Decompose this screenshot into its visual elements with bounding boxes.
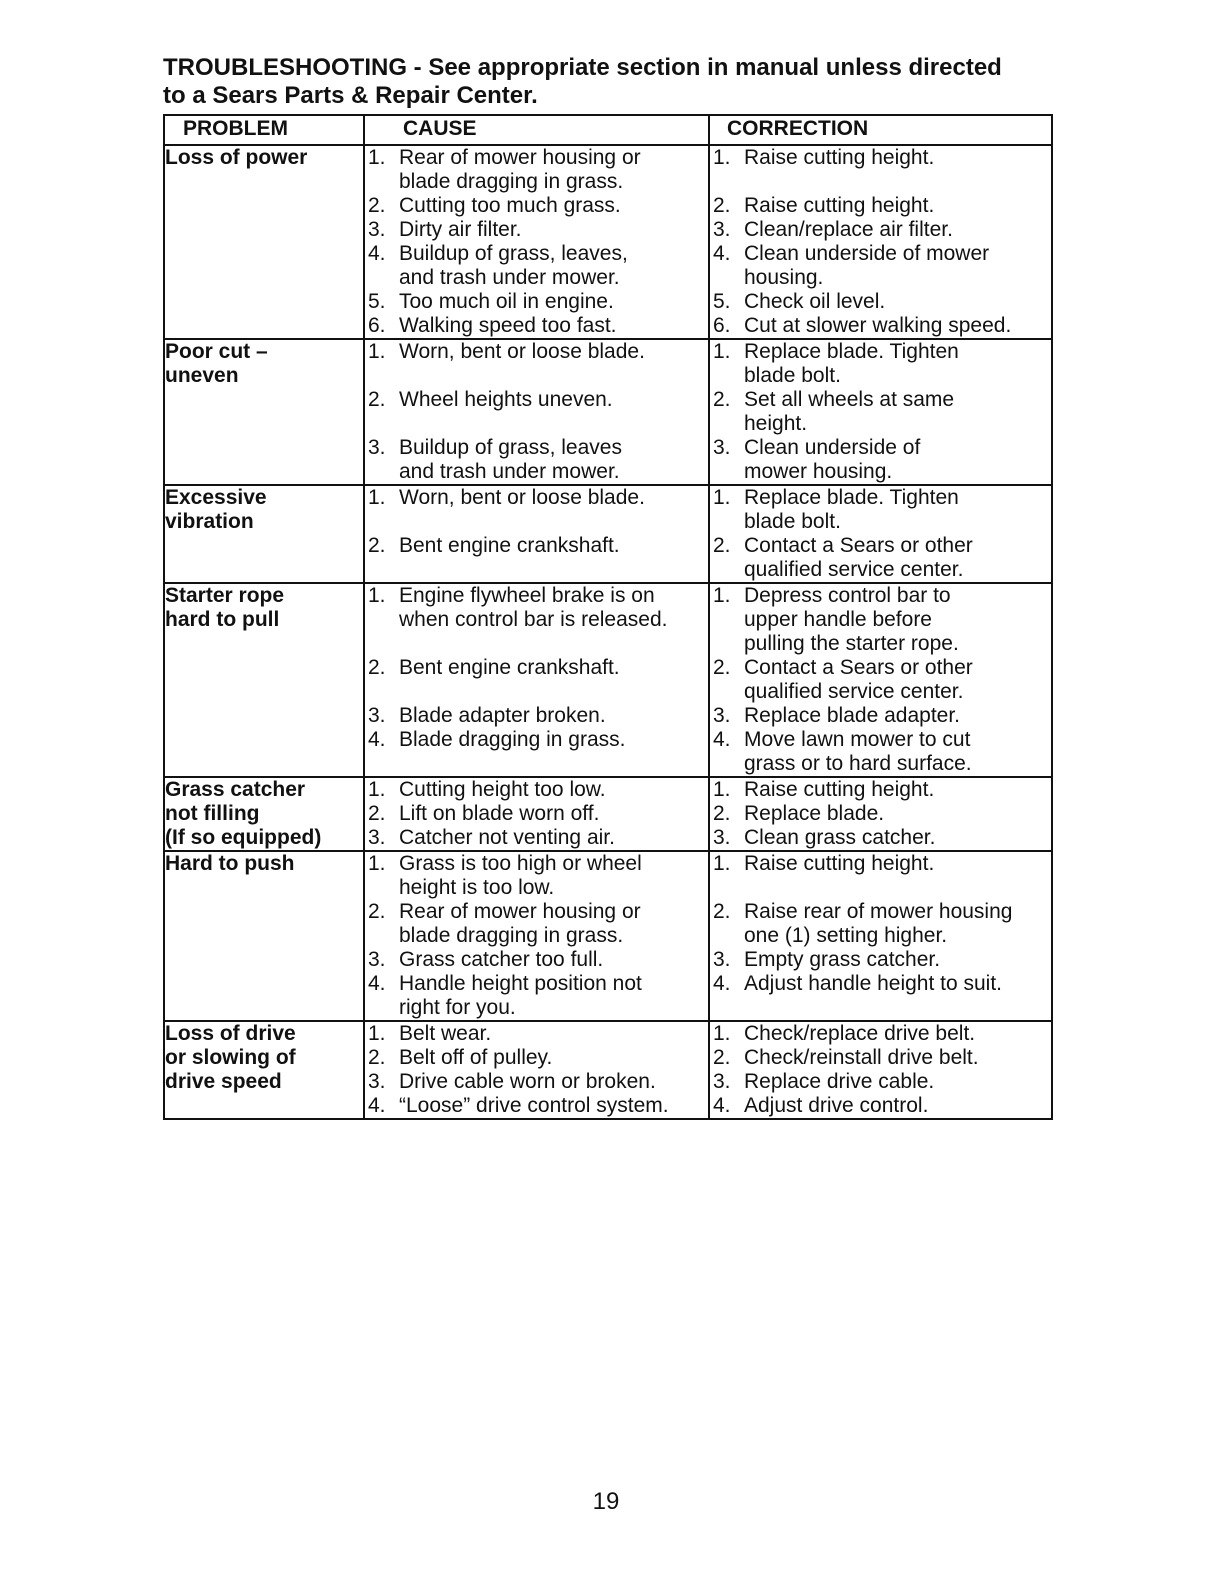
item-text-line: right for you. xyxy=(399,996,516,1019)
page-number: 19 xyxy=(592,1488,620,1515)
item-number: 1. xyxy=(368,1022,386,1045)
item-text xyxy=(744,486,1051,534)
cause-item xyxy=(365,314,708,338)
cause-item xyxy=(365,704,708,728)
cause-item xyxy=(365,388,708,412)
item-text-line: Handle height position not xyxy=(399,972,642,995)
item-text-line: Adjust handle height to suit. xyxy=(744,972,1003,995)
item-number: 3. xyxy=(368,436,386,459)
correction-item xyxy=(710,972,1051,996)
item-text-line: Worn, bent or loose blade. xyxy=(399,486,645,509)
problem-text: Loss of drive xyxy=(165,1022,296,1045)
cause-item xyxy=(365,972,708,1020)
item-number: 3. xyxy=(368,826,386,849)
correction-item xyxy=(710,486,1051,534)
item-text xyxy=(744,146,1051,170)
table-row xyxy=(164,339,1052,485)
item-text-line: Lift on blade worn off. xyxy=(399,802,600,825)
item-text-line: Set all wheels at same xyxy=(744,388,955,411)
item-text-line: Blade adapter broken. xyxy=(399,704,606,727)
cause-cell xyxy=(364,339,709,485)
cause-item xyxy=(365,436,708,484)
correction-item xyxy=(710,1022,1051,1046)
problem-cell xyxy=(164,777,364,851)
column-header-correction: CORRECTION xyxy=(709,115,1052,145)
item-text xyxy=(399,1094,708,1118)
item-text-line: grass or to hard surface. xyxy=(744,752,972,775)
item-text xyxy=(744,1046,1051,1070)
item-text xyxy=(744,534,1051,582)
problem-cell xyxy=(164,485,364,583)
item-number: 5. xyxy=(368,290,386,313)
item-number: 3. xyxy=(713,948,731,971)
cause-item xyxy=(365,1046,708,1070)
item-text-line: Clean underside of mower xyxy=(744,242,990,265)
page-title xyxy=(163,54,1063,110)
correction-item xyxy=(710,146,1051,170)
correction-cell xyxy=(709,485,1052,583)
item-text xyxy=(399,852,708,900)
item-number: 1. xyxy=(713,146,731,169)
item-text xyxy=(399,584,708,632)
problem-text: Starter rope xyxy=(165,584,285,607)
item-text xyxy=(744,388,1051,436)
item-number: 4. xyxy=(713,1094,731,1117)
page-title-line-2: to a Sears Parts & Repair Center. xyxy=(163,82,538,109)
item-text-line: Drive cable worn or broken. xyxy=(399,1070,656,1093)
item-text xyxy=(399,704,708,728)
list-spacer xyxy=(365,510,708,534)
item-text xyxy=(744,1094,1051,1118)
cause-item xyxy=(365,146,708,194)
item-text xyxy=(399,218,708,242)
item-text xyxy=(744,218,1051,242)
cause-item xyxy=(365,778,708,802)
correction-item xyxy=(710,728,1051,776)
problem-text: hard to pull xyxy=(165,608,280,631)
item-text-line: Contact a Sears or other xyxy=(744,534,973,557)
item-number: 1. xyxy=(713,340,731,363)
correction-item xyxy=(710,290,1051,314)
item-number: 2. xyxy=(713,656,731,679)
list-spacer xyxy=(365,412,708,436)
item-number: 3. xyxy=(713,826,731,849)
item-text-line: and trash under mower. xyxy=(399,460,620,483)
cause-item xyxy=(365,584,708,632)
item-number: 5. xyxy=(713,290,731,313)
cause-cell xyxy=(364,583,709,777)
item-text xyxy=(744,242,1051,290)
problem-cell xyxy=(164,145,364,339)
item-text xyxy=(399,948,708,972)
correction-item xyxy=(710,778,1051,802)
item-text-line: blade dragging in grass. xyxy=(399,924,624,947)
item-text xyxy=(744,704,1051,728)
item-text-line: Replace blade. xyxy=(744,802,885,825)
item-number: 4. xyxy=(368,242,386,265)
cause-cell xyxy=(364,1021,709,1119)
item-text xyxy=(744,948,1051,972)
cause-item xyxy=(365,218,708,242)
item-number: 3. xyxy=(713,1070,731,1093)
table-header-row xyxy=(164,115,1052,145)
item-number: 2. xyxy=(368,534,386,557)
item-number: 1. xyxy=(368,852,386,875)
item-number: 1. xyxy=(368,340,386,363)
item-text-line: Replace blade. Tighten xyxy=(744,340,959,363)
problem-text: Grass catcher xyxy=(165,778,306,801)
item-text-line: Raise cutting height. xyxy=(744,778,935,801)
cause-cell xyxy=(364,851,709,1021)
item-text-line: Cutting too much grass. xyxy=(399,194,621,217)
correction-cell xyxy=(709,583,1052,777)
item-text xyxy=(744,436,1051,484)
item-number: 1. xyxy=(713,584,731,607)
item-text-line: Raise cutting height. xyxy=(744,194,935,217)
item-text xyxy=(399,1070,708,1094)
item-number: 2. xyxy=(713,900,731,923)
item-text-line: Replace drive cable. xyxy=(744,1070,935,1093)
item-text-line: Rear of mower housing or xyxy=(399,146,641,169)
item-text-line: qualified service center. xyxy=(744,680,964,703)
table-row xyxy=(164,777,1052,851)
cause-item xyxy=(365,802,708,826)
item-text-line: housing. xyxy=(744,266,824,289)
item-text xyxy=(399,778,708,802)
item-text xyxy=(744,656,1051,704)
item-text-line: Belt off of pulley. xyxy=(399,1046,553,1069)
problem-text: vibration xyxy=(165,510,254,533)
item-text xyxy=(399,826,708,850)
correction-item xyxy=(710,656,1051,704)
item-text xyxy=(744,802,1051,826)
item-text-line: Raise rear of mower housing xyxy=(744,900,1013,923)
problem-text: Excessive xyxy=(165,486,267,509)
list-spacer xyxy=(365,632,708,656)
correction-item xyxy=(710,948,1051,972)
cause-cell xyxy=(364,777,709,851)
cause-item xyxy=(365,900,708,948)
item-text xyxy=(744,584,1051,656)
item-number: 4. xyxy=(368,728,386,751)
item-text-line: blade bolt. xyxy=(744,510,841,533)
correction-item xyxy=(710,1046,1051,1070)
list-spacer xyxy=(710,170,1051,194)
cause-item xyxy=(365,1070,708,1094)
item-text xyxy=(744,900,1051,948)
item-text-line: Raise cutting height. xyxy=(744,852,935,875)
problem-text: or slowing of xyxy=(165,1046,296,1069)
item-text-line: upper handle before xyxy=(744,608,932,631)
item-text-line: Check/replace drive belt. xyxy=(744,1022,976,1045)
problem-cell xyxy=(164,851,364,1021)
problem-text: not filling xyxy=(165,802,260,825)
item-text-line: Catcher not venting air. xyxy=(399,826,615,849)
item-text xyxy=(399,436,708,484)
item-text-line: Clean grass catcher. xyxy=(744,826,936,849)
item-text xyxy=(399,314,708,338)
item-text-line: Too much oil in engine. xyxy=(399,290,614,313)
item-text-line: Walking speed too fast. xyxy=(399,314,617,337)
item-number: 3. xyxy=(368,218,386,241)
item-text-line: Grass catcher too full. xyxy=(399,948,604,971)
correction-item xyxy=(710,242,1051,290)
correction-cell xyxy=(709,851,1052,1021)
item-text xyxy=(399,1022,708,1046)
item-number: 2. xyxy=(368,656,386,679)
table-row xyxy=(164,851,1052,1021)
troubleshooting-table-body xyxy=(164,145,1052,1119)
item-text xyxy=(399,1046,708,1070)
cause-item xyxy=(365,728,708,752)
correction-item xyxy=(710,802,1051,826)
item-number: 2. xyxy=(713,194,731,217)
item-text-line: Replace blade adapter. xyxy=(744,704,960,727)
item-text xyxy=(744,314,1051,338)
item-text-line: mower housing. xyxy=(744,460,893,483)
item-text xyxy=(399,656,708,680)
item-number: 2. xyxy=(368,194,386,217)
item-number: 1. xyxy=(368,584,386,607)
cause-item xyxy=(365,1094,708,1118)
cause-item xyxy=(365,290,708,314)
item-text-line: Bent engine crankshaft. xyxy=(399,656,620,679)
cause-item xyxy=(365,1022,708,1046)
correction-item xyxy=(710,340,1051,388)
item-text-line: Engine flywheel brake is on xyxy=(399,584,655,607)
problem-text: Hard to push xyxy=(165,852,295,875)
page-title-line-1: TROUBLESHOOTING - See appropriate section in manual unless directed xyxy=(163,54,1002,81)
cause-item xyxy=(365,194,708,218)
item-text-line: Bent engine crankshaft. xyxy=(399,534,620,557)
troubleshooting-table xyxy=(163,114,1053,1120)
correction-cell xyxy=(709,1021,1052,1119)
item-text-line: Check oil level. xyxy=(744,290,886,313)
correction-item xyxy=(710,826,1051,850)
item-text-line: Check/reinstall drive belt. xyxy=(744,1046,979,1069)
item-text xyxy=(399,242,708,290)
item-number: 1. xyxy=(368,778,386,801)
correction-cell xyxy=(709,339,1052,485)
item-text xyxy=(399,486,708,510)
item-number: 3. xyxy=(713,704,731,727)
item-text-line: height. xyxy=(744,412,808,435)
table-row xyxy=(164,583,1052,777)
list-spacer xyxy=(365,364,708,388)
cause-item xyxy=(365,948,708,972)
correction-item xyxy=(710,704,1051,728)
item-text-line: blade bolt. xyxy=(744,364,841,387)
list-spacer xyxy=(365,680,708,704)
item-text-line: Grass is too high or wheel xyxy=(399,852,642,875)
item-number: 4. xyxy=(713,728,731,751)
item-number: 1. xyxy=(713,852,731,875)
item-text-line: Contact a Sears or other xyxy=(744,656,973,679)
item-text-line: when control bar is released. xyxy=(399,608,668,631)
item-text-line: Replace blade. Tighten xyxy=(744,486,959,509)
correction-item xyxy=(710,388,1051,436)
item-text xyxy=(399,728,708,752)
item-text-line: Clean/replace air filter. xyxy=(744,218,953,241)
item-number: 3. xyxy=(368,704,386,727)
item-text xyxy=(744,972,1051,996)
item-text-line: blade dragging in grass. xyxy=(399,170,624,193)
item-text xyxy=(744,826,1051,850)
correction-cell xyxy=(709,145,1052,339)
item-number: 4. xyxy=(368,972,386,995)
item-number: 4. xyxy=(713,242,731,265)
correction-item xyxy=(710,436,1051,484)
item-number: 2. xyxy=(713,1046,731,1069)
table-row xyxy=(164,145,1052,339)
problem-text: drive speed xyxy=(165,1070,282,1093)
cause-item xyxy=(365,656,708,680)
item-number: 2. xyxy=(713,388,731,411)
item-text-line: Clean underside of xyxy=(744,436,921,459)
item-text xyxy=(744,778,1051,802)
problem-text: (If so equipped) xyxy=(165,826,322,849)
column-header-cause: CAUSE xyxy=(364,115,709,145)
item-number: 6. xyxy=(368,314,386,337)
item-text-line: Buildup of grass, leaves xyxy=(399,436,622,459)
correction-item xyxy=(710,534,1051,582)
item-text xyxy=(744,728,1051,776)
item-number: 3. xyxy=(713,218,731,241)
cause-item xyxy=(365,826,708,850)
problem-text: Poor cut – xyxy=(165,340,268,363)
item-number: 3. xyxy=(368,948,386,971)
correction-item xyxy=(710,852,1051,876)
cause-item xyxy=(365,534,708,558)
problem-cell xyxy=(164,339,364,485)
table-row xyxy=(164,1021,1052,1119)
item-text-line: height is too low. xyxy=(399,876,555,899)
item-number: 1. xyxy=(713,778,731,801)
item-text-line: qualified service center. xyxy=(744,558,964,581)
item-text-line: one (1) setting higher. xyxy=(744,924,948,947)
item-text xyxy=(744,1022,1051,1046)
item-text-line: Buildup of grass, leaves, xyxy=(399,242,628,265)
item-text xyxy=(399,194,708,218)
correction-cell xyxy=(709,777,1052,851)
item-text xyxy=(399,802,708,826)
item-number: 1. xyxy=(368,146,386,169)
item-number: 2. xyxy=(368,802,386,825)
item-text xyxy=(399,972,708,1020)
item-text xyxy=(744,1070,1051,1094)
problem-cell xyxy=(164,1021,364,1119)
cause-item xyxy=(365,340,708,364)
problem-text: uneven xyxy=(165,364,239,387)
item-text-line: Blade dragging in grass. xyxy=(399,728,626,751)
item-number: 2. xyxy=(713,802,731,825)
item-number: 3. xyxy=(368,1070,386,1093)
item-number: 1. xyxy=(368,486,386,509)
item-text xyxy=(399,146,708,194)
item-text xyxy=(744,340,1051,388)
correction-item xyxy=(710,584,1051,656)
item-text xyxy=(399,340,708,364)
item-text xyxy=(744,852,1051,876)
cause-cell xyxy=(364,485,709,583)
cause-cell xyxy=(364,145,709,339)
item-number: 2. xyxy=(368,900,386,923)
correction-item xyxy=(710,900,1051,948)
item-number: 2. xyxy=(713,534,731,557)
item-text-line: Belt wear. xyxy=(399,1022,492,1045)
list-spacer xyxy=(710,876,1051,900)
item-text-line: Move lawn mower to cut xyxy=(744,728,971,751)
item-number: 1. xyxy=(713,1022,731,1045)
item-text-line: Wheel heights uneven. xyxy=(399,388,613,411)
item-text-line: Depress control bar to xyxy=(744,584,951,607)
item-text-line: “Loose” drive control system. xyxy=(399,1094,669,1117)
item-text-line: Empty grass catcher. xyxy=(744,948,941,971)
problem-text: Loss of power xyxy=(165,146,308,169)
item-text-line: and trash under mower. xyxy=(399,266,620,289)
item-number: 3. xyxy=(713,436,731,459)
item-text-line: Worn, bent or loose blade. xyxy=(399,340,645,363)
item-number: 6. xyxy=(713,314,731,337)
item-text xyxy=(399,388,708,412)
correction-item xyxy=(710,1094,1051,1118)
item-text xyxy=(744,290,1051,314)
item-text xyxy=(399,900,708,948)
problem-cell xyxy=(164,583,364,777)
item-number: 2. xyxy=(368,1046,386,1069)
item-text xyxy=(399,290,708,314)
item-text-line: Cutting height too low. xyxy=(399,778,606,801)
table-row xyxy=(164,485,1052,583)
item-number: 4. xyxy=(368,1094,386,1117)
item-text-line: Dirty air filter. xyxy=(399,218,522,241)
item-text-line: pulling the starter rope. xyxy=(744,632,959,655)
cause-item xyxy=(365,852,708,900)
item-text-line: Raise cutting height. xyxy=(744,146,935,169)
item-text xyxy=(399,534,708,558)
item-text xyxy=(744,194,1051,218)
item-text-line: Adjust drive control. xyxy=(744,1094,929,1117)
correction-item xyxy=(710,194,1051,218)
item-number: 4. xyxy=(713,972,731,995)
correction-item xyxy=(710,1070,1051,1094)
item-number: 1. xyxy=(713,486,731,509)
correction-item xyxy=(710,314,1051,338)
cause-item xyxy=(365,242,708,290)
cause-item xyxy=(365,486,708,510)
column-header-problem: PROBLEM xyxy=(164,115,364,145)
correction-item xyxy=(710,218,1051,242)
item-text-line: Rear of mower housing or xyxy=(399,900,641,923)
item-number: 2. xyxy=(368,388,386,411)
item-text-line: Cut at slower walking speed. xyxy=(744,314,1012,337)
